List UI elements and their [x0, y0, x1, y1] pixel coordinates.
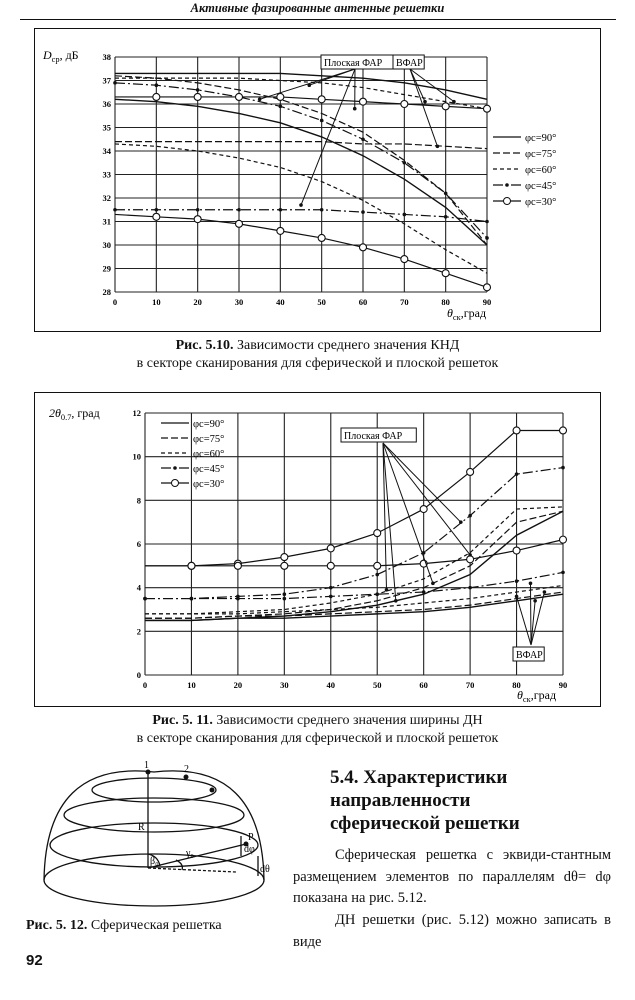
x-axis-label: $\theta_{ск},град$ — [447, 306, 487, 322]
series-point — [403, 161, 407, 165]
radius-line — [148, 844, 246, 868]
x-tick-label: 50 — [317, 297, 326, 307]
annotation-arrowhead — [533, 599, 537, 603]
x-tick-label: 60 — [358, 297, 368, 307]
series-point — [468, 514, 472, 518]
annotation-arrow — [383, 443, 470, 555]
annotation-arrowhead — [459, 520, 463, 524]
series-marker — [318, 96, 325, 103]
y-tick-label: 34 — [102, 146, 111, 156]
legend-entry: φc=75° — [193, 434, 225, 445]
series-marker — [467, 556, 474, 563]
legend-entry: φc=90° — [193, 419, 225, 430]
annotation-arrow — [517, 596, 531, 645]
series-line — [115, 144, 487, 273]
section-title-line1: 5.4. Характеристики — [330, 767, 508, 788]
x-axis-label: $\theta_{ск},град$ — [517, 688, 557, 704]
series-marker — [467, 468, 474, 475]
annotation-arrowhead — [468, 553, 472, 557]
series-point — [375, 592, 379, 596]
series-point — [375, 573, 379, 577]
label-beta: β₀ — [150, 856, 159, 867]
series-marker — [401, 101, 408, 108]
annotation-arrowhead — [423, 100, 427, 104]
legend-swatch-circle — [504, 198, 511, 205]
x-tick-label: 30 — [234, 297, 244, 307]
y-tick-label: 2 — [136, 626, 141, 637]
y-tick-label: 31 — [102, 216, 111, 227]
series-point — [468, 586, 472, 590]
caption-5-10-label: Рис. 5.10. — [175, 338, 234, 353]
legend-entry: φc=90° — [525, 133, 557, 144]
section-title-line2: направленности — [330, 790, 471, 811]
paragraph-2: ДН решетки (рис. 5.12) можно записать в виде — [293, 912, 611, 950]
label-gamma: γ₀ — [186, 848, 194, 859]
x-tick-label: 90 — [482, 297, 492, 307]
legend-swatch-circle — [172, 480, 179, 487]
x-tick-label: 0 — [112, 297, 118, 307]
annotation-label: Плоская ФАР — [324, 58, 383, 69]
y-tick-label: 28 — [102, 287, 111, 297]
running-header: Активные фазированные антенные решетки — [190, 1, 445, 15]
series-marker — [194, 216, 201, 223]
caption-5-11-label: Рис. 5. 11. — [152, 713, 213, 728]
series-line — [115, 99, 487, 245]
legend-entry: φc=75° — [525, 149, 557, 160]
series-point — [143, 597, 147, 601]
series-marker — [484, 284, 491, 291]
paragraph-1: Сферическая решетка с эквиди-стантным размещением элементов по параллелям dθ= dφ показана на рис. 5.12. — [293, 847, 611, 906]
page-number: 92 — [26, 952, 43, 969]
series-marker — [153, 213, 160, 220]
x-tick-label: 80 — [512, 680, 521, 690]
series-point — [320, 119, 324, 123]
caption-5-11-line2: в секторе сканирования для сферической и плоской решеток — [136, 731, 499, 746]
series-marker — [281, 554, 288, 561]
series-point — [320, 208, 324, 212]
annotation-label: Плоская ФАР — [344, 431, 403, 442]
figure-5-11 — [34, 392, 601, 707]
x-tick-label: 40 — [326, 680, 336, 690]
annotation-arrowhead — [452, 100, 456, 104]
series-marker — [236, 220, 243, 227]
series-marker — [277, 227, 284, 234]
caption-5-12-text: Сферическая решетка — [87, 918, 222, 933]
series-point — [190, 597, 194, 601]
legend-entry: φc=45° — [193, 464, 225, 475]
x-tick-label: 20 — [233, 680, 243, 690]
series-marker — [318, 234, 325, 241]
y-tick-label: 30 — [102, 240, 111, 250]
series-line — [145, 585, 563, 613]
series-marker — [401, 256, 408, 263]
y-tick-label: 10 — [132, 451, 141, 462]
caption-5-12 — [26, 918, 222, 934]
header-rule — [20, 19, 616, 20]
series-point — [422, 590, 426, 594]
legend-swatch-dot — [505, 183, 509, 187]
annotation-arrowhead — [436, 145, 440, 149]
series-point — [236, 597, 240, 601]
series-line — [145, 572, 563, 598]
legend-entry: φc=30° — [193, 479, 225, 490]
label-dtheta: dθ — [260, 864, 270, 875]
figure-5-10 — [34, 28, 601, 332]
series-marker — [420, 506, 427, 513]
caption-5-11 — [0, 712, 635, 748]
y-tick-label: 37 — [102, 75, 111, 86]
x-tick-label: 40 — [276, 297, 285, 307]
series-marker — [484, 105, 491, 112]
y-tick-label: 4 — [136, 582, 141, 593]
series-line — [115, 214, 487, 287]
series-marker — [234, 562, 241, 569]
series-point — [196, 208, 200, 212]
y-tick-label: 38 — [102, 52, 111, 62]
series-point — [561, 571, 565, 575]
y-axis-label: $D_{ср}$, дБ — [43, 48, 79, 64]
series-point — [196, 88, 200, 92]
series-marker — [360, 244, 367, 251]
label-dphi: dφ — [244, 844, 255, 855]
y-axis-label: $2\theta_{0.7}$, град — [49, 406, 100, 422]
series-marker — [560, 427, 567, 434]
section-title — [330, 766, 520, 835]
annotation-arrowhead — [385, 588, 389, 592]
legend-entry: φc=60° — [193, 449, 225, 460]
x-tick-label: 70 — [465, 680, 475, 690]
series-line — [115, 76, 487, 245]
series-marker — [360, 98, 367, 105]
y-tick-label: 35 — [102, 122, 111, 133]
chart-5-10 — [35, 29, 600, 331]
series-point — [444, 215, 448, 219]
series-marker — [442, 270, 449, 277]
series-point — [283, 592, 287, 596]
series-point — [403, 213, 407, 217]
series-marker — [327, 562, 334, 569]
annotation-arrowhead — [515, 595, 519, 599]
y-tick-label: 33 — [102, 169, 111, 180]
series-point — [485, 220, 489, 224]
series-point — [561, 466, 565, 470]
annotation-arrowhead — [258, 98, 262, 102]
series-point — [515, 472, 519, 476]
series-point — [329, 586, 333, 590]
annotation-arrowhead — [529, 582, 533, 586]
y-tick-label: 36 — [102, 99, 111, 109]
x-tick-label: 0 — [142, 680, 148, 690]
series-point — [113, 208, 117, 212]
x-tick-label: 10 — [152, 297, 161, 307]
series-marker — [281, 562, 288, 569]
legend-swatch-dot — [173, 466, 177, 470]
label-point-2: 2 — [184, 764, 189, 775]
series-marker — [188, 562, 195, 569]
x-tick-label: 70 — [400, 297, 409, 307]
legend-entry: φc=45° — [525, 181, 557, 192]
x-tick-label: 80 — [441, 297, 450, 307]
element-point-2 — [184, 775, 189, 780]
caption-5-10 — [0, 337, 635, 373]
series-point — [361, 210, 365, 214]
y-tick-label: 0 — [136, 670, 141, 680]
annotation-label: ВФАР — [516, 650, 543, 661]
series-point — [237, 208, 241, 212]
series-marker — [513, 427, 520, 434]
y-tick-label: 32 — [102, 193, 111, 203]
x-tick-label: 90 — [558, 680, 568, 690]
series-point — [155, 83, 159, 87]
y-tick-label: 29 — [102, 263, 111, 274]
annotation-arrow — [530, 583, 531, 645]
series-marker — [560, 536, 567, 543]
sphere-diagram — [36, 760, 276, 910]
y-tick-label: 12 — [132, 408, 141, 418]
label-radius: R — [138, 822, 145, 833]
series-point — [279, 105, 283, 109]
legend-entry: φc=30° — [525, 197, 557, 208]
series-point — [444, 192, 448, 196]
legend-entry: φc=60° — [525, 165, 557, 176]
caption-5-11-line1: Зависимости среднего значения ширины ДН — [212, 713, 483, 728]
series-marker — [374, 530, 381, 537]
y-tick-label: 6 — [136, 539, 141, 549]
y-tick-label: 8 — [136, 495, 141, 506]
projection-line — [148, 868, 236, 872]
annotation-arrowhead — [394, 599, 398, 603]
series-point — [283, 597, 287, 601]
series-point — [329, 595, 333, 599]
annotation-arrowhead — [543, 590, 547, 594]
series-line — [115, 142, 487, 149]
series-marker — [277, 93, 284, 100]
series-point — [113, 81, 117, 85]
series-marker — [374, 562, 381, 569]
series-line — [115, 210, 487, 222]
series-point — [155, 208, 159, 212]
annotation-arrowhead — [431, 582, 435, 586]
series-point — [279, 208, 283, 212]
caption-5-10-line1: Зависимости среднего значения КНД — [233, 338, 460, 353]
x-tick-label: 10 — [187, 680, 196, 690]
label-point-1: 1 — [144, 760, 149, 771]
section-title-line3: сферической решетки — [330, 813, 520, 834]
series-point — [515, 579, 519, 583]
series-marker — [513, 547, 520, 554]
series-marker — [327, 545, 334, 552]
caption-5-12-label: Рис. 5. 12. — [26, 918, 88, 933]
label-p: P — [248, 832, 254, 843]
series-marker — [153, 93, 160, 100]
series-point — [361, 137, 365, 141]
annotation-arrowhead — [353, 107, 357, 111]
x-tick-label: 60 — [419, 680, 428, 690]
series-marker — [236, 93, 243, 100]
chart-5-11 — [35, 393, 600, 706]
x-tick-label: 30 — [280, 680, 289, 690]
series-point — [485, 236, 489, 240]
annotation-arrowhead — [307, 83, 311, 87]
caption-5-10-line2: в секторе сканирования для сферической и плоской решеток — [136, 356, 499, 371]
x-tick-label: 50 — [372, 680, 382, 690]
annotation-label: ВФАР — [396, 58, 423, 69]
element-point-3 — [210, 788, 215, 793]
series-marker — [194, 93, 201, 100]
annotation-arrowhead — [299, 203, 303, 207]
x-tick-label: 20 — [193, 297, 202, 307]
series-marker — [442, 103, 449, 110]
annotation-arrow — [383, 443, 433, 583]
